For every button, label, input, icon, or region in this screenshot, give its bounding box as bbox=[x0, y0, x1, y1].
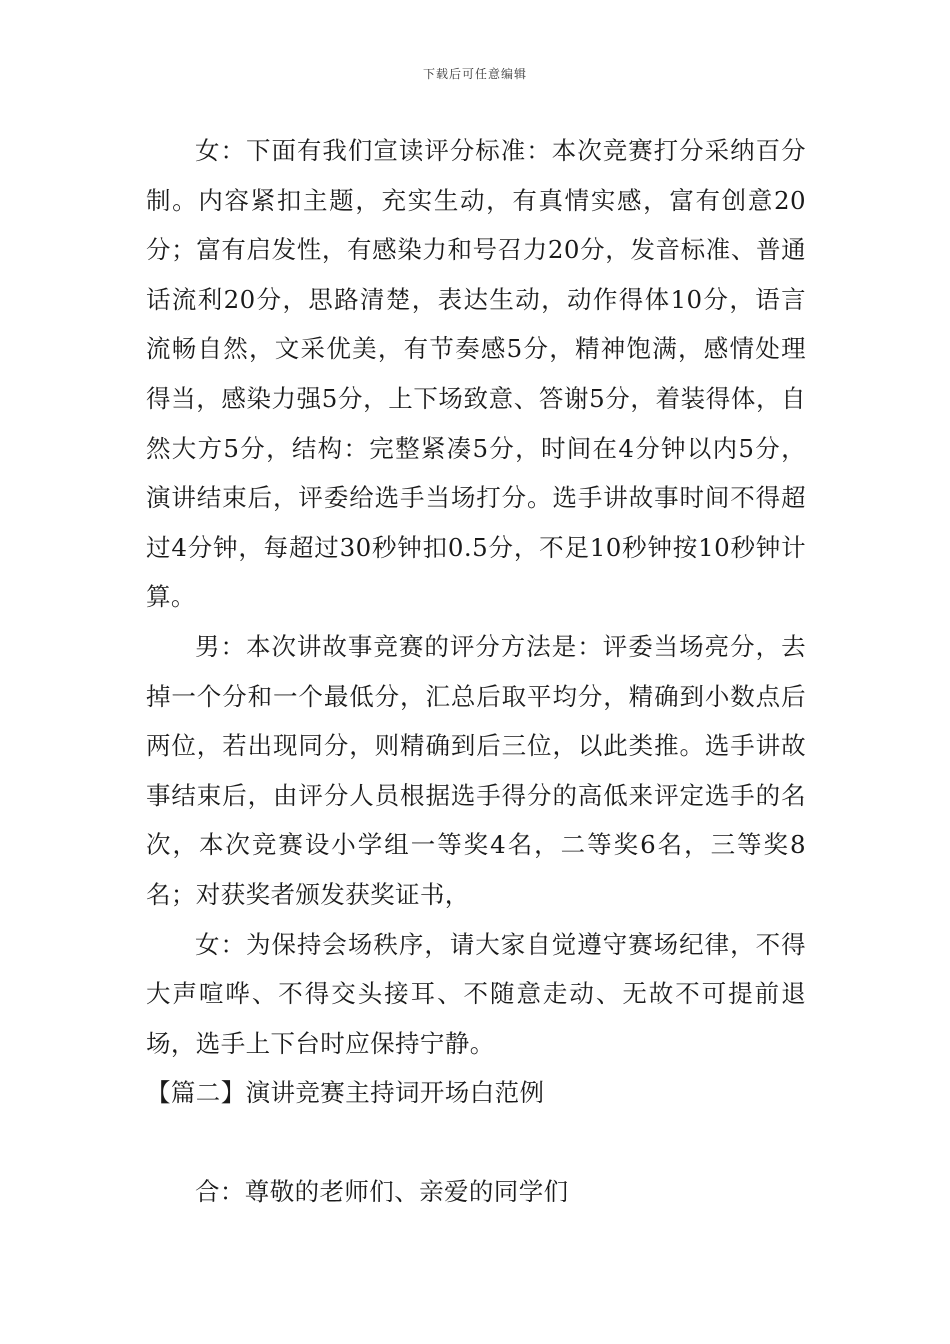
paragraph-venue-rules: 女：为保持会场秩序，请大家自觉遵守赛场纪律，不得大声喧哗、不得交头接耳、不随意走动、无故不可提前退场，选手上下台时应保持宁静。 bbox=[146, 929, 806, 1058]
header-note: 下载后可任意编辑 bbox=[422, 67, 527, 81]
paragraph-scoring-criteria: 女：下面有我们宣读评分标准：本次竞赛打分采纳百分制。内容紧扣主题，充实生动，有真情实感，富有创意20分；富有启发性，有感染力和号召力20分，发音标准、普通话流利20分，思路清楚，表达生动，动作得体10分，语言流畅自然，文采优美，有节奏感5分，精神饱满，感情处理得当，感染力强5分，上下场致意、答谢5分，着装得体，自然大方5分，结构：完整紧凑5分，时间在4分钟以内5分，演讲结束后，评委给选手当场打分。选手讲故事时间不得超过4分钟，每超过30秒钟扣0.5分，不足10秒钟按10秒钟计算。 bbox=[146, 136, 806, 612]
blank-line bbox=[146, 1118, 806, 1168]
section-heading: 【篇二】演讲竞赛主持词开场白范例 bbox=[146, 1078, 545, 1108]
paragraph-scoring-method: 男：本次讲故事竞赛的评分方法是：评委当场亮分，去掉一个分和一个最低分，汇总后取平均分，精确到小数点后两位，若出现同分，则精确到后三位，以此类推。选手讲故事结束后，由评分人员根据选手得分的高低来评定选手的名次，本次竞赛设小学组一等奖4名，二等奖6名，三等奖8名；对获奖者颁发获奖证书， bbox=[146, 631, 806, 909]
paragraph-greeting: 合：尊敬的老师们、亲爱的同学们 bbox=[195, 1177, 569, 1207]
document-body bbox=[146, 126, 806, 1217]
